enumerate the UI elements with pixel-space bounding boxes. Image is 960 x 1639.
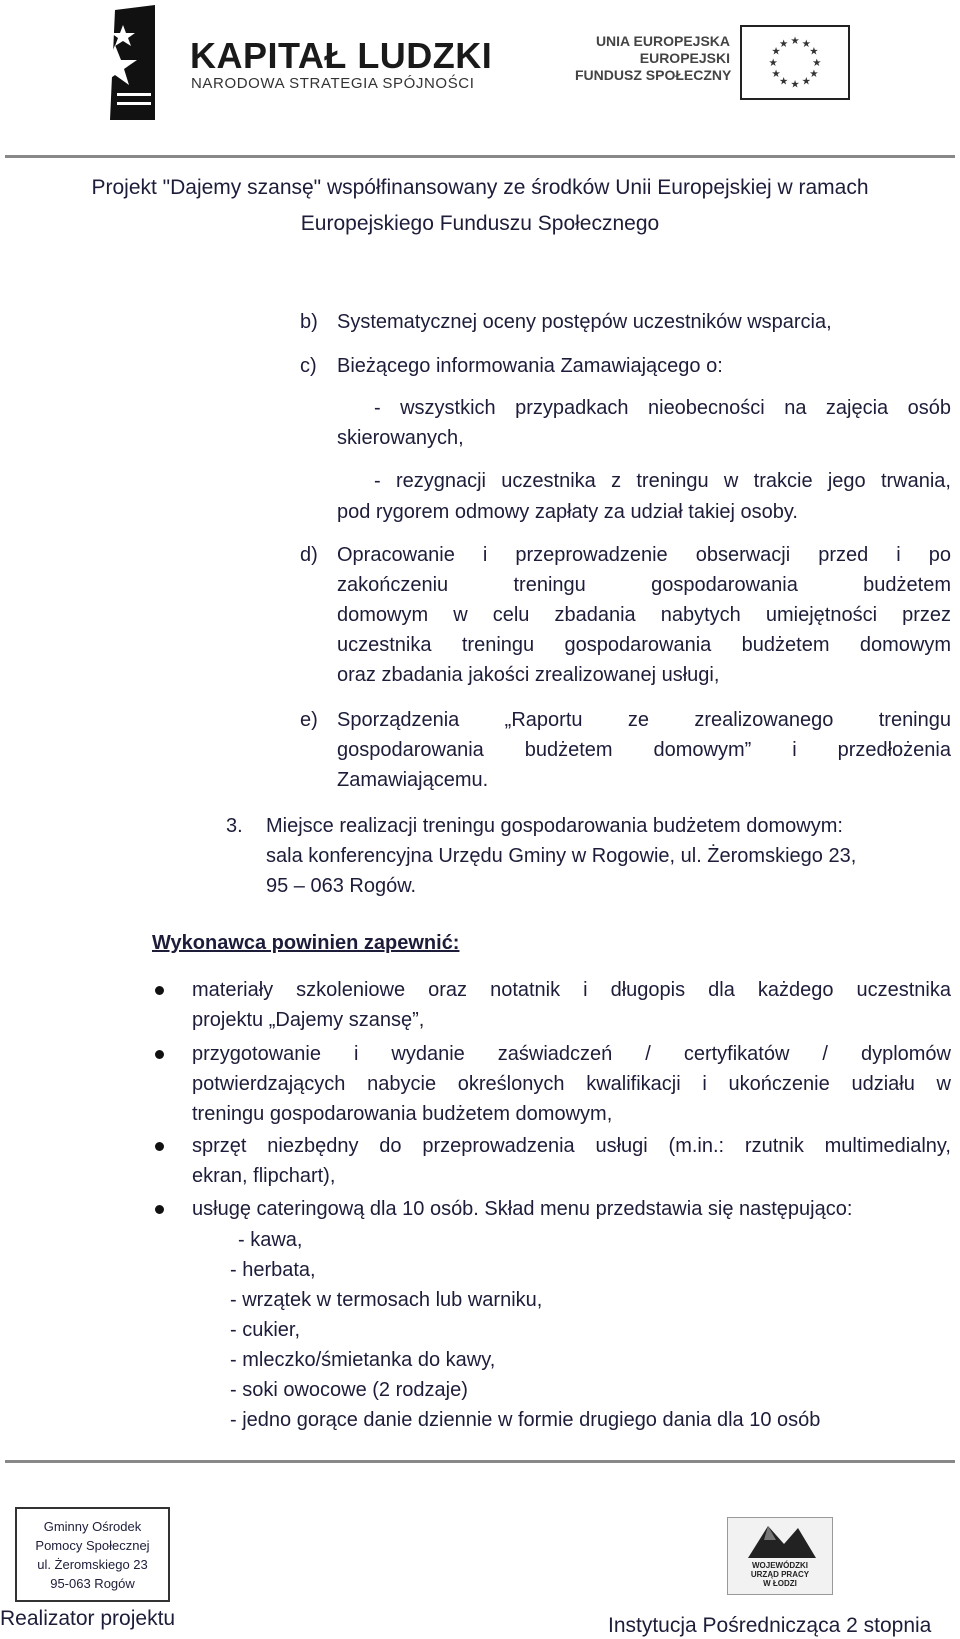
bullet-icon <box>152 1047 166 1061</box>
svg-text:★: ★ <box>778 75 789 88</box>
footer-divider <box>5 1460 955 1463</box>
provide-item-2-line3: treningu gospodarowania budżetem domowym, <box>192 1103 613 1125</box>
menu-list <box>230 1225 820 1435</box>
section-3-line1: Miejsce realizacji treningu gospodarowania budżetem domowym: <box>266 815 843 837</box>
svg-text:★: ★ <box>812 56 822 69</box>
kapital-ludzki-subtitle: NARODOWA STRATEGIA SPÓJNOŚCI <box>191 75 475 92</box>
item-c-sub1-line1: - wszystkich przypadkach nieobecności na zajęcia osób <box>374 397 951 419</box>
eu-line-1: UNIA EUROPEJSKA <box>595 33 730 49</box>
menu-item: - wrzątek w termosach lub warniku, <box>230 1289 543 1311</box>
eu-line-3: FUNDUSZ SPOŁECZNY <box>575 67 732 83</box>
item-b-marker: b) <box>300 311 318 333</box>
item-c-text: Bieżącego informowania Zamawiającego o: <box>337 355 723 377</box>
item-d-line2: zakończeniu treningu gospodarowania budżetem <box>337 574 951 596</box>
org-line-3: ul. Żeromskiego 23 <box>37 1557 148 1572</box>
section-3-line2: sala konferencyjna Urzędu Gminy w Rogowie, ul. Żeromskiego 23, <box>266 845 857 867</box>
institution-label: Instytucja Pośrednicząca 2 stopnia <box>608 1614 932 1637</box>
svg-text:★: ★ <box>801 37 812 50</box>
provide-item-3 <box>192 1131 951 1191</box>
wup-line-2: URZĄD PRACY <box>750 1570 810 1579</box>
provide-item-2-line1: przygotowanie i wydanie zaświadczeń / certyfikatów / dyplomów <box>192 1043 951 1065</box>
wup-text <box>727 1561 833 1588</box>
bullet-icon <box>152 1202 166 1216</box>
section-3-line3: 95 – 063 Rogów. <box>266 875 417 897</box>
eu-flag-icon <box>740 25 850 100</box>
item-c-sub2-line1: - rezygnacji uczestnika z treningu w trakcie jego trwania, <box>374 470 951 492</box>
svg-text:★: ★ <box>771 45 781 58</box>
provide-heading: Wykonawca powinien zapewnić: <box>152 932 460 954</box>
provide-item-1-line2: projektu „Dajemy szansę”, <box>192 1009 425 1031</box>
organization-box <box>15 1507 170 1602</box>
menu-item: - soki owocowe (2 rodzaje) <box>230 1379 468 1401</box>
kapital-ludzki-title: KAPITAŁ LUDZKI <box>190 35 493 76</box>
item-e-line1: Sporządzenia „Raportu ze zrealizowanego treningu <box>337 709 951 731</box>
realizator-label: Realizator projektu <box>0 1607 176 1630</box>
provide-item-2 <box>192 1039 951 1129</box>
bullet-icon <box>152 983 166 997</box>
bullet-icon <box>152 1139 166 1153</box>
svg-text:★: ★ <box>801 75 812 88</box>
item-d-line3: domowym w celu zbadania nabytych umiejętności przez <box>337 604 951 626</box>
item-e-marker: e) <box>300 709 318 731</box>
menu-item: - mleczko/śmietanka do kawy, <box>230 1349 496 1371</box>
provide-item-3-line2: ekran, flipchart), <box>192 1165 336 1187</box>
item-c-sub2 <box>337 466 951 496</box>
eu-line-2: EUROPEJSKI <box>639 50 730 66</box>
svg-text:★: ★ <box>809 45 819 58</box>
svg-text:★: ★ <box>771 68 781 81</box>
svg-text:★: ★ <box>809 68 819 81</box>
org-line-4: 95-063 Rogów <box>50 1576 135 1591</box>
item-d-text <box>337 540 951 690</box>
item-c-sub1 <box>337 393 951 423</box>
section-3-text <box>266 811 951 901</box>
item-d-line5: oraz zbadania jakości zrealizowanej usługi, <box>337 664 720 686</box>
project-line-1: Projekt "Dajemy szansę" współfinansowany ze środków Unii Europejskiej w ramach <box>91 176 869 199</box>
provide-item-3-line1: sprzęt niezbędny do przeprowadzenia usługi (m.in.: rzutnik multimedialny, <box>192 1135 951 1157</box>
item-d-line1: Opracowanie i przeprowadzenie obserwacji przed i po <box>337 544 951 566</box>
item-e-line2: gospodarowania budżetem domowym” i przedłożenia <box>337 739 951 761</box>
project-line-2: Europejskiego Funduszu Społecznego <box>300 212 660 235</box>
item-c-sub1-line2: skierowanych, <box>337 427 464 449</box>
svg-text:★: ★ <box>790 78 800 91</box>
wup-line-3: W ŁODZI <box>763 1579 797 1588</box>
menu-item: - jedno gorące danie dziennie w formie drugiego dania dla 10 osób <box>230 1409 821 1431</box>
menu-item: - herbata, <box>230 1259 316 1281</box>
section-3-number: 3. <box>226 815 243 837</box>
eu-text <box>575 33 730 84</box>
svg-text:★: ★ <box>768 56 778 69</box>
provide-item-1-line1: materiały szkoleniowe oraz notatnik i długopis dla każdego uczestnika <box>192 979 951 1001</box>
header-divider <box>5 155 955 158</box>
item-d-marker: d) <box>300 544 318 566</box>
item-e-line3: Zamawiającemu. <box>337 769 489 791</box>
item-d-line4: uczestnika treningu gospodarowania budżetem domowym <box>337 634 951 656</box>
svg-text:★: ★ <box>790 35 800 48</box>
item-c-marker: c) <box>300 355 317 377</box>
provide-item-2-line2: potwierdzających nabycie określonych kwalifikacji i ukończenie udziału w <box>192 1073 951 1095</box>
menu-item: - cukier, <box>230 1319 301 1341</box>
provide-item-4-line1: usługę cateringową dla 10 osób. Skład menu przedstawia się następująco: <box>192 1198 853 1220</box>
project-header <box>0 170 960 242</box>
item-b-text: Systematycznej oceny postępów uczestników wsparcia, <box>337 311 832 333</box>
org-line-1: Gminny Ośrodek <box>43 1519 142 1534</box>
menu-item: - kawa, <box>238 1229 303 1251</box>
item-e-text <box>337 705 951 795</box>
wup-line-1: WOJEWÓDZKI <box>752 1561 808 1570</box>
item-c-sub2-line2: pod rygorem odmowy zapłaty za udział takiej osoby. <box>337 501 798 523</box>
provide-item-1 <box>192 975 951 1035</box>
wup-emblem-icon <box>728 1518 832 1562</box>
svg-text:★: ★ <box>778 37 789 50</box>
org-line-2: Pomocy Społecznej <box>35 1538 150 1553</box>
